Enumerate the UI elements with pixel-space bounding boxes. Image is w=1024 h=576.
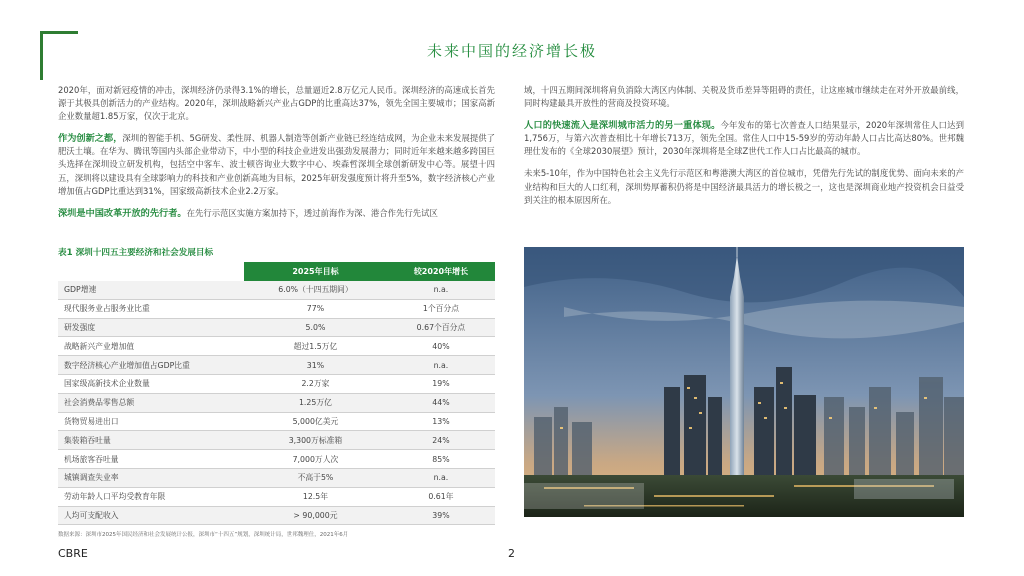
table-cell-target: 2.2万家 (244, 374, 387, 393)
paragraph-reform-body: 在先行示范区实施方案加持下，透过前海作为深、港合作先行先试区 (186, 207, 438, 218)
table-row (58, 487, 495, 506)
table-cell-growth: 44% (387, 393, 495, 412)
table-cell-indicator: 劳动年龄人口平均受教育年限 (58, 487, 244, 506)
paragraph-innovation (58, 132, 495, 197)
table-cell-target: 31% (244, 356, 387, 375)
page-number: 2 (508, 547, 515, 560)
paragraph-outlook: 未来5-10年，作为中国特色社会主义先行示范区和粤港澳大湾区的首位城市，凭借先行先试的制度优势、面向未来的产业结构和巨大的人口红利，深圳势厚蓄积仍将是中国经济最具活力的增长极之一，这也是深圳商业地产投资机会日益受到关注的根本原因所在。 (524, 168, 964, 205)
table-cell-target: 1.25万亿 (244, 393, 387, 412)
table-row (58, 281, 495, 299)
table-cell-growth: 24% (387, 431, 495, 450)
table-source-note: 数据来源：深圳市2025年国民经济和社会发展统计公报，深圳市“十四五”规划，深圳统计局，世邦魏理仕，2021年6月 (58, 532, 349, 538)
table-cell-growth: 1个百分点 (387, 299, 495, 318)
table-row (58, 431, 495, 450)
table-row (58, 506, 495, 525)
table-cell-target: 77% (244, 299, 387, 318)
targets-table (58, 262, 495, 525)
table-row (58, 337, 495, 356)
table-row (58, 450, 495, 469)
paragraph-innovation-body: 深圳的智能手机、5G研发、柔性屏、机器人制造等创新产业链已经连结成网，为企业未来发展提供了肥沃土壤。在华为、腾讯等国内头部企业带动下，中小型的科技企业进发出强劲发展潜力；同时近年来越来越多跨国巨头选择在深圳设立研发机构，包括空中客车、波士顿咨询业大数字中心、埃森哲深圳全球创新研发中心等。展望十四五，深圳将以建设具有全球影响力的科技和产业创新高地为目标，2025年研发强度预计将升至5%，数字经济核心产业增加值占GDP比重达到31%，国家级高新技术企业2.2万家。 (58, 133, 495, 196)
table-cell-indicator: 城镇调查失业率 (58, 468, 244, 487)
footer-brand-logo: CBRE (58, 547, 88, 560)
table-header-target: 2025年目标 (244, 262, 387, 281)
table-cell-target: 5,000亿美元 (244, 412, 387, 431)
table-cell-growth: 0.61年 (387, 487, 495, 506)
table-cell-growth: 39% (387, 506, 495, 525)
left-column (58, 84, 495, 229)
shenzhen-skyline-photo (524, 247, 964, 517)
table-cell-growth: n.a. (387, 468, 495, 487)
table-cell-growth: n.a. (387, 281, 495, 299)
table-row (58, 374, 495, 393)
table-cell-target: > 90,000元 (244, 506, 387, 525)
paragraph-economy: 2020年，面对新冠疫情的冲击，深圳经济仍录得3.1%的增长，总量逼近2.8万亿元人民币。深圳经济的高速成长首先源于其极具创新活力的产业结构。2020年，深圳战略新兴产业占GDP的比重高达37%，领先全国主要城市；国家高新企业数量超1.85万家，仅次于北京。 (58, 85, 495, 122)
table-row (58, 318, 495, 337)
table-cell-indicator: 战略新兴产业增加值 (58, 337, 244, 356)
paragraph-reform-lead: 深圳是中国改革开放的先行者。 (58, 207, 187, 219)
table-cell-target: 12.5年 (244, 487, 387, 506)
paragraph-population-body: 今年发布的第七次普查人口结果显示，2020年深圳常住人口达到1,756万，与第六次普查相比十年增长713万，领先全国。常住人口中15-59岁的劳动年龄人口占比高达80%。世邦魏理仕发布的《全球2030展望》预计，2030年深圳将是全球Z世代工作人口占比最高的城市。 (524, 120, 965, 157)
paragraph-reform (58, 207, 495, 220)
table-cell-indicator: 机场旅客吞吐量 (58, 450, 244, 469)
table-cell-growth: 40% (387, 337, 495, 356)
table-row (58, 299, 495, 318)
table-header-blank (58, 262, 244, 281)
paragraph-population (524, 119, 964, 158)
table-cell-target: 7,000万人次 (244, 450, 387, 469)
table-cell-indicator: 社会消费品零售总额 (58, 393, 244, 412)
table-cell-indicator: 人均可支配收入 (58, 506, 244, 525)
table-cell-indicator: 国家级高新技术企业数量 (58, 374, 244, 393)
table-row (58, 393, 495, 412)
table-cell-growth: 85% (387, 450, 495, 469)
table-caption: 表1 深圳十四五主要经济和社会发展目标 (58, 248, 214, 258)
table-row (58, 356, 495, 375)
table-cell-target: 5.0% (244, 318, 387, 337)
table-cell-target: 不高于5% (244, 468, 387, 487)
table-cell-indicator: 集装箱吞吐量 (58, 431, 244, 450)
table-cell-target: 6.0%（十四五期间） (244, 281, 387, 299)
table-cell-growth: 19% (387, 374, 495, 393)
table-header-row (58, 262, 495, 281)
table-cell-indicator: GDP增速 (58, 281, 244, 299)
table-cell-growth: 13% (387, 412, 495, 431)
table-cell-target: 超过1.5万亿 (244, 337, 387, 356)
table-cell-indicator: 货物贸易进出口 (58, 412, 244, 431)
table-cell-indicator: 研发强度 (58, 318, 244, 337)
table-cell-growth: n.a. (387, 356, 495, 375)
table-header-growth: 较2020年增长 (387, 262, 495, 281)
table-cell-indicator: 数字经济核心产业增加值占GDP比重 (58, 356, 244, 375)
paragraph-opening-up: 域，十四五期间深圳将肩负消除大湾区内体制、关税及货币差异等阻碍的责任，让这座城市继续走在对外开放最前线，同时构建最具开放性的营商及投资环境。 (524, 85, 964, 109)
table-cell-growth: 0.67个百分点 (387, 318, 495, 337)
paragraph-population-lead: 人口的快速流入是深圳城市活力的另一重体现。 (524, 120, 721, 132)
table-row (58, 412, 495, 431)
page-title: 未来中国的经济增长极 (426, 42, 597, 60)
paragraph-innovation-lead: 作为创新之都， (58, 133, 123, 145)
right-column (524, 84, 964, 216)
table-row (58, 468, 495, 487)
table-cell-target: 3,300万标准箱 (244, 431, 387, 450)
table-cell-indicator: 现代服务业占服务业比重 (58, 299, 244, 318)
